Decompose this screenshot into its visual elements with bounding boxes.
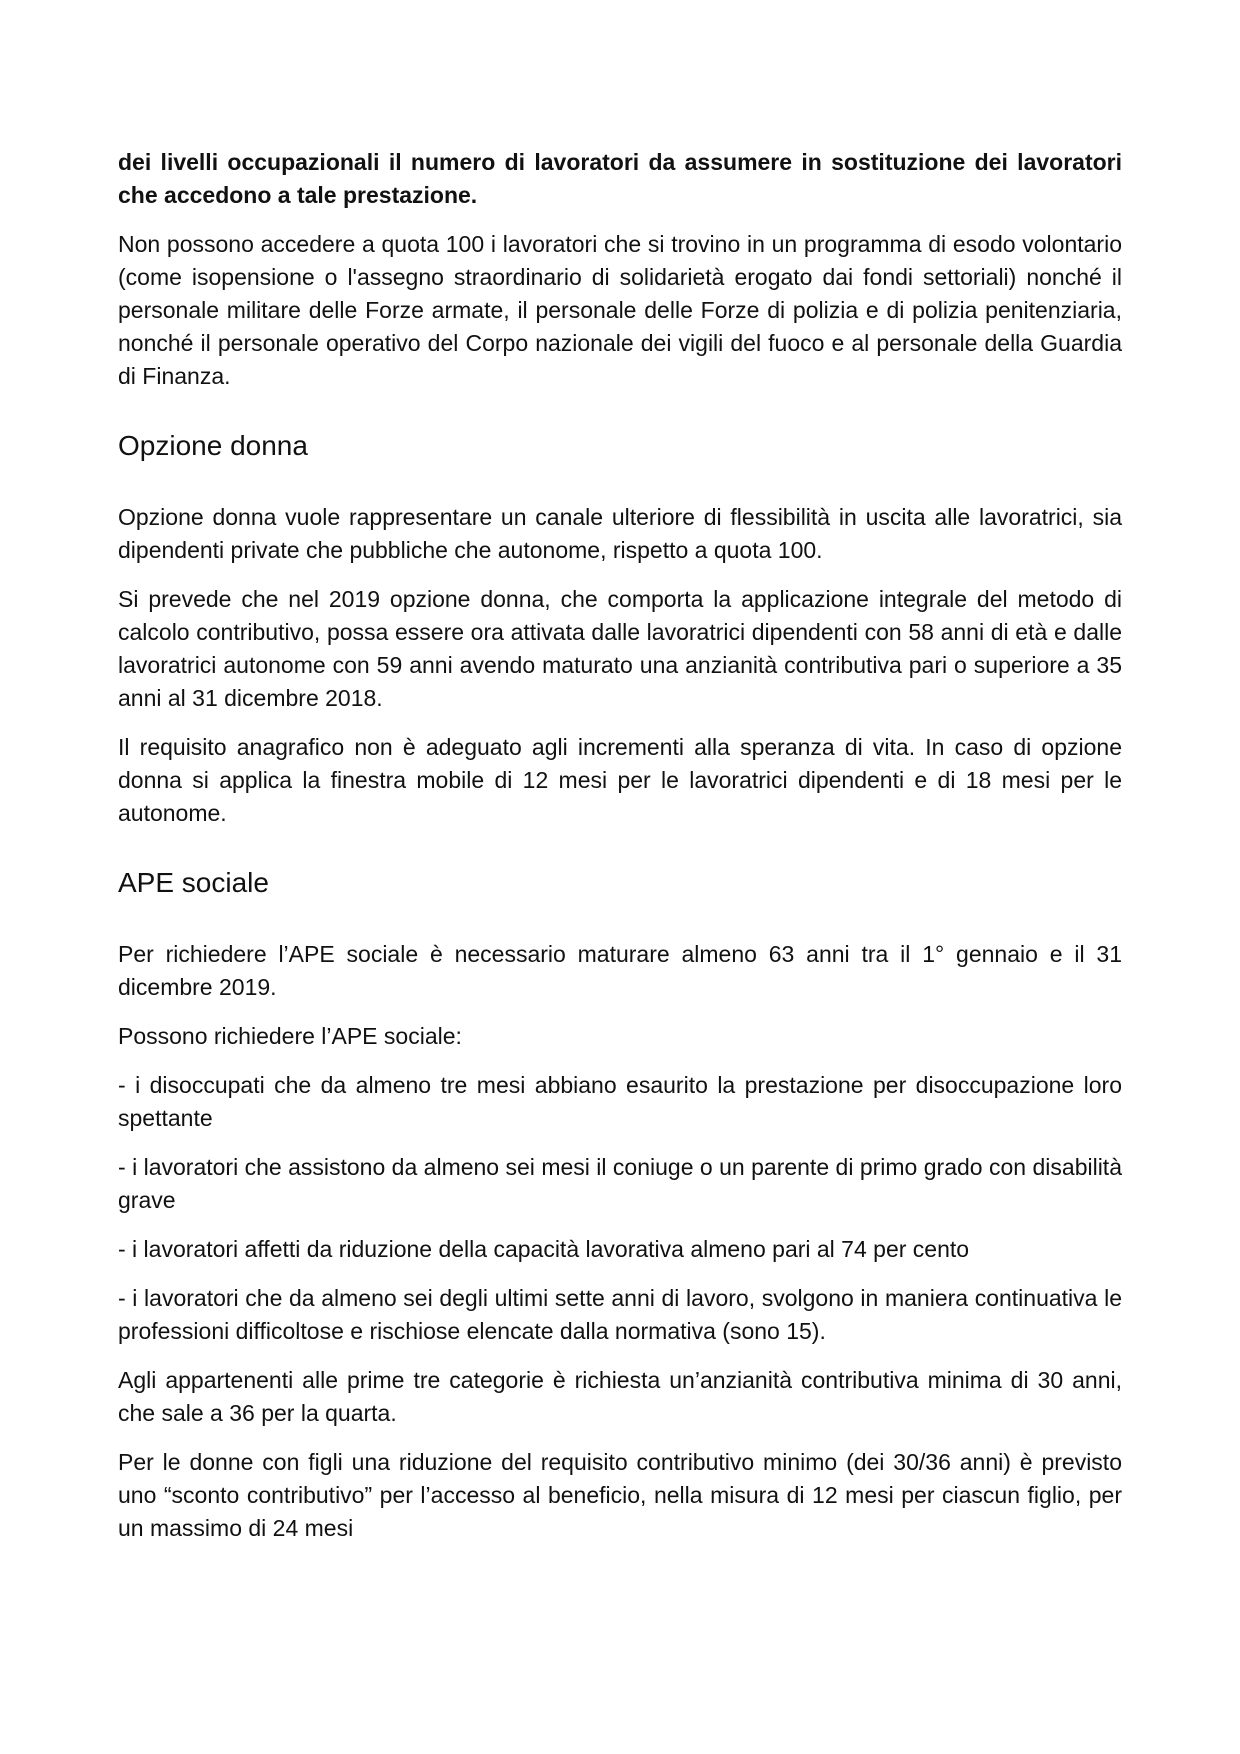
ape-sociale-paragraph-1: Per richiedere l’APE sociale è necessario maturare almeno 63 anni tra il 1° gennaio e il 31 dicembre 2019. bbox=[118, 941, 1122, 1000]
ape-sociale-paragraph-4: Per le donne con figli una riduzione del requisito contributivo minimo (dei 30/36 anni) è previsto uno “sconto contributivo” per l’accesso al beneficio, nella misura di 12 mesi per ciascun figlio, per un massimo di 24 mesi bbox=[118, 1449, 1122, 1541]
opzione-donna-paragraph-2: Si prevede che nel 2019 opzione donna, che comporta la applicazione integrale del metodo di calcolo contributivo, possa essere ora attivata dalle lavoratrici dipendenti con 58 anni di età e dalle lavoratrici autonome con 59 anni avendo maturato una anzianità contributiva pari o superiore a 35 anni al 31 dicembre 2018. bbox=[118, 586, 1122, 711]
document-page bbox=[118, 146, 1122, 1561]
section-heading-ape-sociale: APE sociale bbox=[118, 867, 269, 898]
ape-sociale-paragraph-3: Agli appartenenti alle prime tre categorie è richiesta un’anzianità contributiva minima di 30 anni, che sale a 36 per la quarta. bbox=[118, 1367, 1122, 1426]
ape-sociale-list-item: - i lavoratori che assistono da almeno sei mesi il coniuge o un parente di primo grado con disabilità grave bbox=[118, 1154, 1122, 1213]
opzione-donna-paragraph-1: Opzione donna vuole rappresentare un canale ulteriore di flessibilità in uscita alle lavoratrici, sia dipendenti private che pubbliche che autonome, rispetto a quota 100. bbox=[118, 504, 1122, 563]
ape-sociale-list-item: - i lavoratori che da almeno sei degli ultimi sette anni di lavoro, svolgono in maniera continuativa le professioni difficoltose e rischiose elencate dalla normativa (sono 15). bbox=[118, 1285, 1122, 1344]
intro-paragraph: Non possono accedere a quota 100 i lavoratori che si trovino in un programma di esodo volontario (come isopensione o l'assegno straordinario di solidarietà erogato dai fondi settoriali) nonché il personale militare delle Forze armate, il personale delle Forze di polizia e di polizia penitenziaria, nonché il personale operativo del Corpo nazionale dei vigili del fuoco e al personale della Guardia di Finanza. bbox=[118, 231, 1122, 389]
ape-sociale-list-item: - i lavoratori affetti da riduzione della capacità lavorativa almeno pari al 74 per cento bbox=[118, 1236, 970, 1262]
section-heading-opzione-donna: Opzione donna bbox=[118, 430, 308, 461]
opzione-donna-paragraph-3: Il requisito anagrafico non è adeguato agli incrementi alla speranza di vita. In caso di opzione donna si applica la finestra mobile di 12 mesi per le lavoratrici dipendenti e di 18 mesi per le autonome. bbox=[118, 734, 1122, 826]
ape-sociale-list-item: - i disoccupati che da almeno tre mesi abbiano esaurito la prestazione per disoccupazione loro spettante bbox=[118, 1072, 1122, 1131]
ape-sociale-paragraph-2: Possono richiedere l’APE sociale: bbox=[118, 1023, 462, 1049]
intro-bold-paragraph: dei livelli occupazionali il numero di lavoratori da assumere in sostituzione dei lavoratori che accedono a tale prestazione. bbox=[118, 149, 1122, 208]
